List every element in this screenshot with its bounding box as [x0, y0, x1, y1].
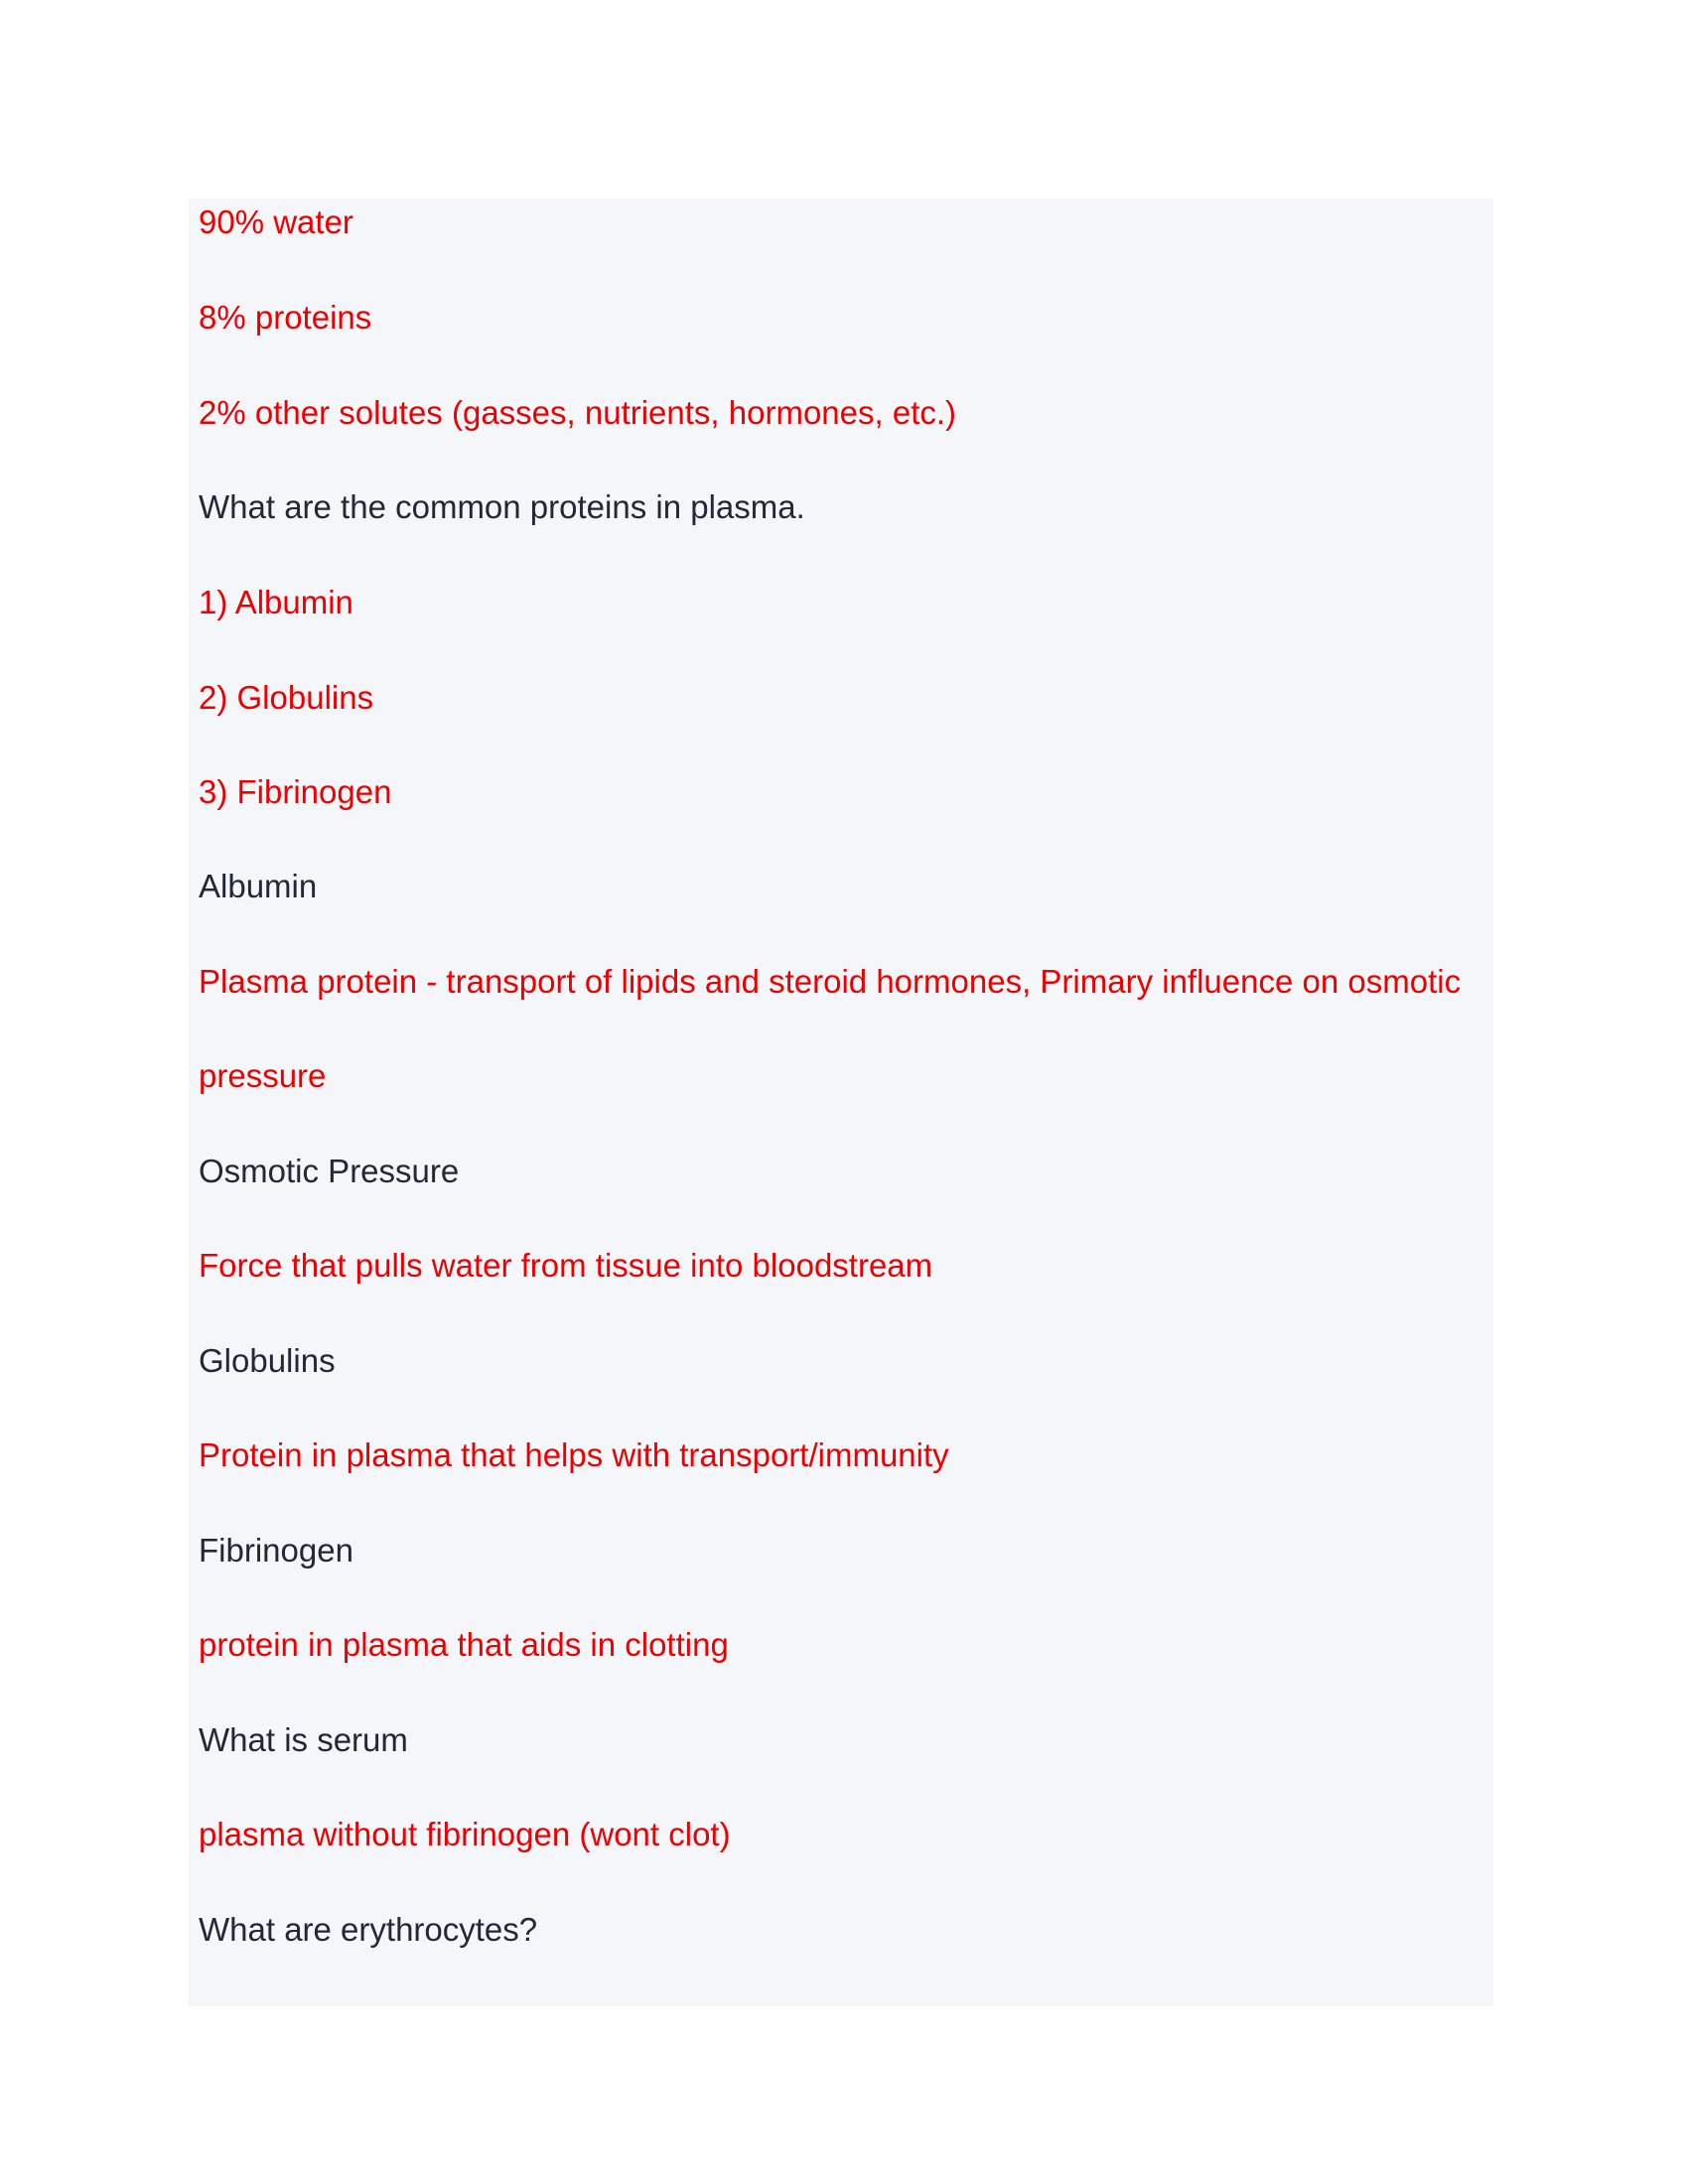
answer-text: 2) Globulins — [199, 679, 374, 716]
question-text: Albumin — [199, 868, 318, 904]
question-text: Globulins — [199, 1342, 336, 1379]
answer-text: 3) Fibrinogen — [199, 773, 392, 810]
question-text: Osmotic Pressure — [199, 1153, 460, 1189]
answer-text: 90% water — [199, 204, 353, 240]
answer-text: protein in plasma that aids in clotting — [199, 1626, 729, 1663]
flashcard-text-panel — [189, 199, 1493, 2006]
answer-text: plasma without fibrinogen (wont clot) — [199, 1816, 731, 1852]
answer-text: Protein in plasma that helps with transport/immunity — [199, 1436, 949, 1473]
answer-text: pressure — [199, 1057, 327, 1094]
question-text: Fibrinogen — [199, 1532, 353, 1569]
answer-text: Force that pulls water from tissue into bloodstream — [199, 1247, 933, 1284]
answer-text: Plasma protein - transport of lipids and steroid hormones, Primary influence on osmotic — [199, 963, 1462, 1000]
answer-text: 8% proteins — [199, 299, 372, 336]
question-text: What are the common proteins in plasma. — [199, 488, 805, 525]
question-text: What is serum — [199, 1721, 408, 1758]
answer-text: 2% other solutes (gasses, nutrients, hormones, etc.) — [199, 394, 957, 431]
answer-text: 1) Albumin — [199, 584, 353, 620]
question-text: What are erythrocytes? — [199, 1911, 538, 1948]
